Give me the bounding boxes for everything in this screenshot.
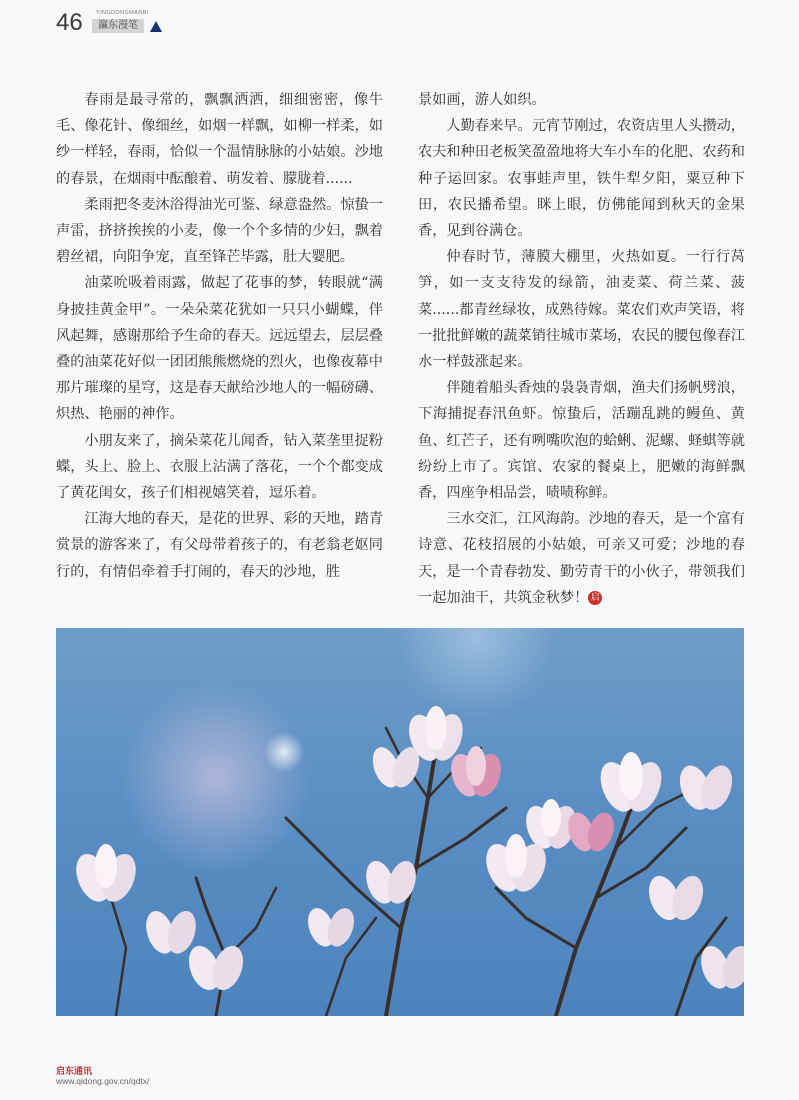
column-label: 瀛东漫笔 [92, 19, 144, 33]
end-mark-icon: 启 [588, 591, 602, 605]
paragraph: 小朋友来了，摘朵菜花儿闻香，钻入菜垄里捉粉蝶，头上、脸上、衣服上沾满了落花，一个个都变成了黄花闺女，孩子们相视嬉笑着，逗乐着。 [56, 432, 383, 502]
paragraph: 春雨是最寻常的，飘飘洒洒，细细密密，像牛毛、像花针、像细丝，如烟一样飘，如柳一样柔，如纱一样轻，春雨，恰似一个温情脉脉的小姑娘。沙地的春景，在烟雨中酝酿着、萌发着、朦胧着...... [56, 92, 383, 187]
blossom [446, 746, 506, 800]
paragraph: 江海大地的春天，是花的世界、彩的天地，踏青赏景的游客来了，有父母带着孩子的，有老翁老妪同行的，有情侣牵着手打闹的，春天的沙地，胜 [56, 511, 383, 580]
column-pinyin: YINGDONGMANBI [96, 10, 149, 16]
lens-flare [264, 732, 304, 772]
article-left-column [56, 87, 383, 585]
paragraph: 人勤春来早。元宵节刚过，农资店里人头攒动，农夫和种田老板笑盈盈地将大车小车的化肥、农药和种子运回家。农事蛙声里，铁牛犁夕阳，粟豆种下田，农民播希望。眯上眼，仿佛能闻到秋天的金果香，见到谷满仓。 [418, 118, 745, 240]
blossom [70, 844, 143, 907]
header-triangle-icon [150, 21, 162, 32]
magnolia-illustration [56, 628, 744, 1016]
paragraph-continuation: 景如画，游人如织。 [418, 92, 546, 108]
magazine-url[interactable]: www.qidong.gov.cn/qdtx/ [56, 1076, 150, 1086]
article-right-column [418, 87, 745, 611]
blossom [674, 761, 738, 814]
closing-text: 三水交汇，江风海韵。沙地的春天，是一个富有诗意、花枝招展的小姑娘，可亲又可爱；沙地的春天，是一个青春勃发、勤劳青干的小伙子，带领我们一起加油干，共筑金秋梦！ [418, 511, 745, 606]
magazine-title: 启东通讯 [56, 1066, 93, 1076]
blossom [141, 907, 201, 957]
lens-flare [121, 683, 311, 873]
paragraph: 油菜吮吸着雨露，做起了花事的梦，转眼就“满身披挂黄金甲”。一朵朵菜花犹如一只只小蝴蝶，伴风起舞，感谢那给予生命的春天。远远望去，层层叠叠的油菜花好似一团团熊熊燃烧的烈火，也像夜幕中那片璀璨的星穹，这是春天献给沙地人的一幅磅礴、炽热、艳丽的神作。 [56, 275, 383, 423]
paragraph: 柔雨把冬麦沐浴得油光可鉴、绿意盎然。惊蛰一声雷，挤挤挨挨的小麦，像一个个多情的少妇，飘着碧丝裙，向阳争宠，直至锋芒毕露，肚大婴肥。 [56, 196, 383, 266]
lens-flare [396, 628, 556, 718]
paragraph: 伴随着船头香烛的袅袅青烟，渔夫们扬帆劈浪，下海捕捉春汛鱼虾。惊蛰后，活蹦乱跳的鳗鱼、黄鱼、红芒子，还有咧嘴吹泡的蛤蜊、泥螺、蛏蜞等就纷纷上市了。宾馆、农家的餐桌上，肥嫩的海鲜飘香，四座争相品尝，啧啧称鲜。 [418, 380, 745, 502]
blossom [303, 904, 359, 950]
blossom [643, 872, 708, 925]
magnolia-photo [56, 628, 744, 1016]
blossom [564, 809, 619, 854]
blossom [183, 942, 248, 995]
closing-paragraph [418, 506, 745, 611]
page-number: 46 [56, 9, 83, 36]
paragraph: 仲春时节，薄膜大棚里，火热如夏。一行行莴笋，如一支支待发的绿箭，油麦菜、荷兰菜、菠菜......都青丝绿妆，成熟待嫁。菜农们欢声笑语，将一批批鲜嫩的蔬菜销往城市菜场，农民的腰包像春江水一样鼓涨起来。 [418, 249, 745, 371]
